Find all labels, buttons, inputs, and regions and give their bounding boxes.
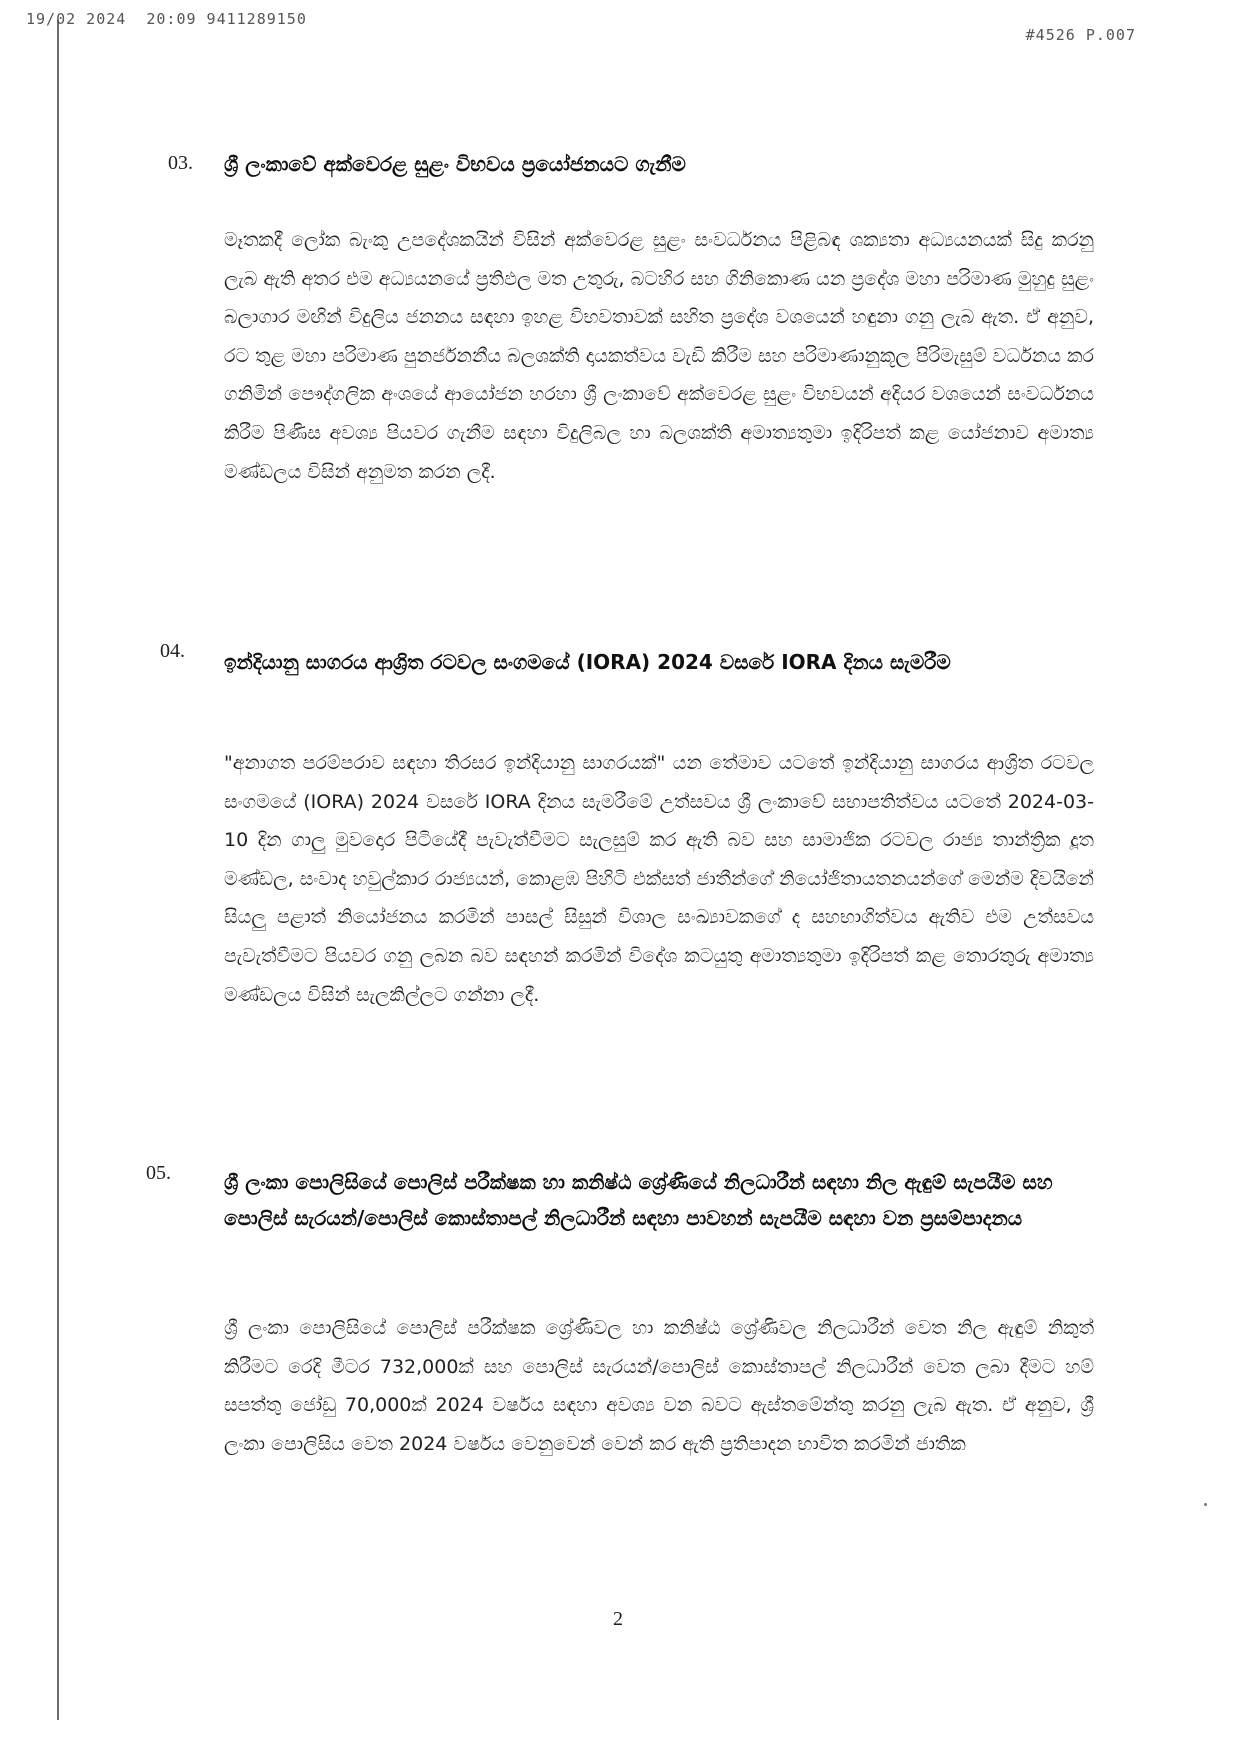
binding-edge-line	[57, 20, 59, 1720]
section-title: ඉන්දියානු සාගරය ආශ්‍රිත රටවල සංගමයේ (IORA) 2024 වසරේ IORA දිනය සැමරීම	[224, 650, 951, 674]
page-number: 2	[613, 1608, 623, 1630]
section-number: 03.	[168, 152, 193, 174]
section-number: 05.	[146, 1162, 171, 1184]
section-number: 04.	[160, 640, 185, 662]
section-body: "අනාගත පරම්පරාව සඳහා තිරසර ඉන්දියානු සාගරයක්" යන තේමාව යටතේ ඉන්දියානු සාගරය ආශ්‍රිත රටවල සංගමයේ (IORA) 2024 වසරේ IORA දිනය සැමරීමේ උත්සවය ශ්‍රී ලංකාවේ සභාපතිත්වය යටතේ 2024-03-10 දින ගාලු මුවදොර පිටියේදී පැවැත්වීමට සැලසුම් කර ඇති බව සහ සාමාජික රටවල රාජ්‍ය තාන්ත්‍රික දූත මණ්ඩල, සංවාද හවුල්කාර රාජ්‍යයන්, කොළඹ පිහිටි එක්සත් ජාතීන්ගේ නියෝජිතායතනයන්ගේ මෙන්ම දිවයිනේ සියලු පළාත් නියෝජනය කරමින් පාසල් සිසුන් විශාල සංඛ්‍යාවකගේ ද සහභාගිත්වය ඇතිව එම උත්සවය පැවැත්වීමට පියවර ගනු ලබන බව සඳහන් කරමින් විදේශ කටයුතු අමාත්‍යතුමා ඉදිරිපත් කළ තොරතුරු අමාත්‍ය මණ්ඩලය විසින් සැලකිල්ලට ගන්නා ලදී.	[224, 752, 1094, 1006]
fax-page-reference: #4526 P.007	[1025, 26, 1136, 44]
section-body: මෑතකදී ලෝක බැංකු උපදේශකයින් විසින් අක්වෙරළ සුළං සංවර්ධනය පිළිබඳ ශක්‍යතා අධ්‍යයනයක් සිදු කරනු ලැබ ඇති අතර එම අධ්‍යයනයේ ප්‍රතිඵල මත උතුරු, බටහිර සහ ගිනිකොණ යන ප්‍රදේශ මහා පරිමාණ මුහුදු සුළං බලාගාර මඟින් විදුලිය ජනනය සඳහා ඉහළ විභවතාවක් සහිත ප්‍රදේශ වශයෙන් හඳුනා ගනු ලැබ ඇත. ඒ අනුව, රට තුළ මහා පරිමාණ පුනර්ජනනීය බලශක්ති දායකත්වය වැඩි කිරීම සහ පරිමාණානුකූල පිරිමැසුම් වර්ධනය කර ගනිමින් පෞද්ගලික අංශයේ ආයෝජන හරහා ශ්‍රී ලංකාවේ අක්වෙරළ සුළං විභවයන් අදියර වශයෙන් සංවර්ධනය කිරීම පිණිස අවශ්‍ය පියවර ගැනීම සඳහා විදුලිබල හා බලශක්ති අමාත්‍යතුමා ඉදිරිපත් කළ යෝජනාව අමාත්‍ය මණ්ඩලය විසින් අනුමත කරන ලදී.	[224, 229, 1094, 483]
scan-speck	[1204, 1503, 1207, 1506]
section-body: ශ්‍රී ලංකා පොලිසියේ පොලිස් පරීක්ෂක ශ්‍රේණිවල හා කනිෂ්ඨ ශ්‍රේණිවල නිලධාරීන් වෙත නිල ඇඳුම් නිකුත් කිරීමට රෙදි මීටර 732,000ක් සහ පොලිස් සැරයන්/පොලිස් කොස්තාපල් නිලධාරීන් වෙත ලබා දීමට හම් සපත්තු ජෝඩු 70,000ක් 2024 වර්ෂය සඳහා අවශ්‍ය වන බවට ඇස්තමේන්තු කරනු ලැබ ඇත. ඒ අනුව, ශ්‍රී ලංකා පොලිසිය වෙත 2024 වර්ෂය වෙනුවෙන් වෙන් කර ඇති ප්‍රතිපාදන භාවිත කරමින් ජාතික	[224, 1317, 1094, 1455]
section-title: ශ්‍රී ලංකාවේ අක්වෙරළ සුළං විභවය ප්‍රයෝජනයට ගැනීම	[224, 152, 686, 176]
section-title: ශ්‍රී ලංකා පොලිසියේ පොලිස් පරීක්ෂක හා කනිෂ්ඨ ශ්‍රේණියේ නිලධාරීන් සඳහා නිල ඇඳුම් සැපයීම සහ පොලිස් සැරයන්/පොලිස් කොස්තාපල් නිලධාරීන් සඳහා පාවහන් සැපයීම සඳහා වන ප්‍රසම්පාදනය	[224, 1170, 1053, 1230]
fax-timestamp-header: 19/02 2024 20:09 9411289150	[26, 10, 307, 28]
